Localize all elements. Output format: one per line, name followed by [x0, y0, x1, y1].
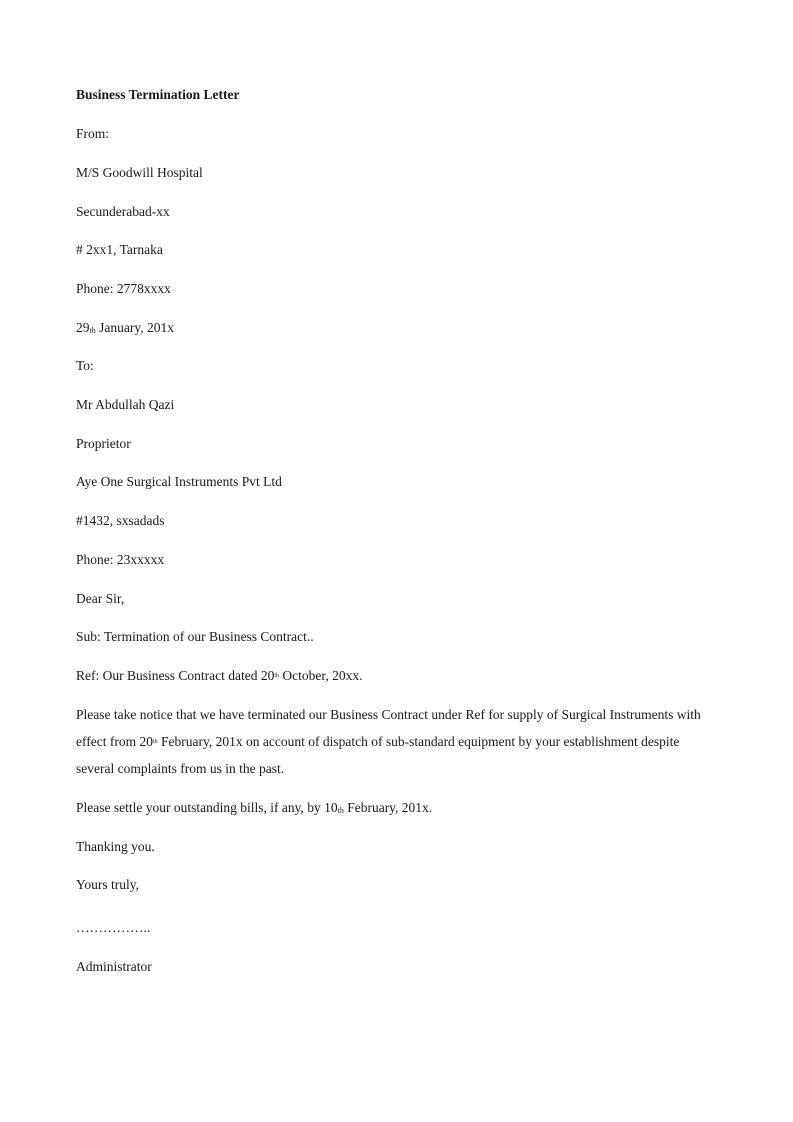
- ref-after: October, 20xx.: [279, 668, 363, 683]
- ref-suffix: th: [274, 673, 280, 679]
- sender-phone: Phone: 2778xxxx: [76, 281, 171, 296]
- sender-city: Secunderabad-xx: [76, 204, 170, 219]
- to-label: To:: [76, 358, 94, 373]
- date-rest: January, 201x: [95, 320, 174, 335]
- recipient-address: #1432, sxsadads: [76, 513, 165, 528]
- signature-dots: ……………..: [76, 920, 151, 935]
- sender-name: M/S Goodwill Hospital: [76, 165, 203, 180]
- recipient-phone: Phone: 23xxxxx: [76, 552, 165, 567]
- thanks-line: Thanking you.: [76, 839, 155, 854]
- recipient-title: Proprietor: [76, 436, 131, 451]
- date-day: 29: [76, 320, 90, 335]
- closing-line: Yours truly,: [76, 877, 140, 892]
- reference-line: [76, 667, 362, 684]
- settle-suffix: th: [337, 806, 344, 815]
- recipient-name: Mr Abdullah Qazi: [76, 397, 175, 412]
- settle-after: February, 201x.: [343, 800, 433, 815]
- body-paragraph: [76, 701, 716, 782]
- letter-date: [76, 319, 174, 336]
- body-after: February, 201x on account of dispatch of sub-standard equipment by your establishment despite several complaints from us in the past.: [76, 734, 680, 776]
- signatory: Administrator: [76, 959, 152, 974]
- ref-before: Ref: Our Business Contract dated 20: [76, 668, 275, 683]
- salutation: Dear Sir,: [76, 591, 125, 606]
- settle-before: Please settle your outstanding bills, if any, by 10: [76, 800, 338, 815]
- subject-line: Sub: Termination of our Business Contract..: [76, 629, 314, 644]
- sender-address: # 2xx1, Tarnaka: [76, 242, 163, 257]
- from-label: From:: [76, 126, 110, 141]
- body-suffix: th: [152, 739, 158, 745]
- letter-title: Business Termination Letter: [76, 87, 240, 102]
- date-suffix: th: [89, 326, 96, 335]
- settle-line: [76, 799, 432, 816]
- recipient-company: Aye One Surgical Instruments Pvt Ltd: [76, 474, 282, 489]
- body-before: Please take notice that we have terminated our Business Contract under Ref for supply of Surgical Instruments with effect from 20: [76, 707, 701, 749]
